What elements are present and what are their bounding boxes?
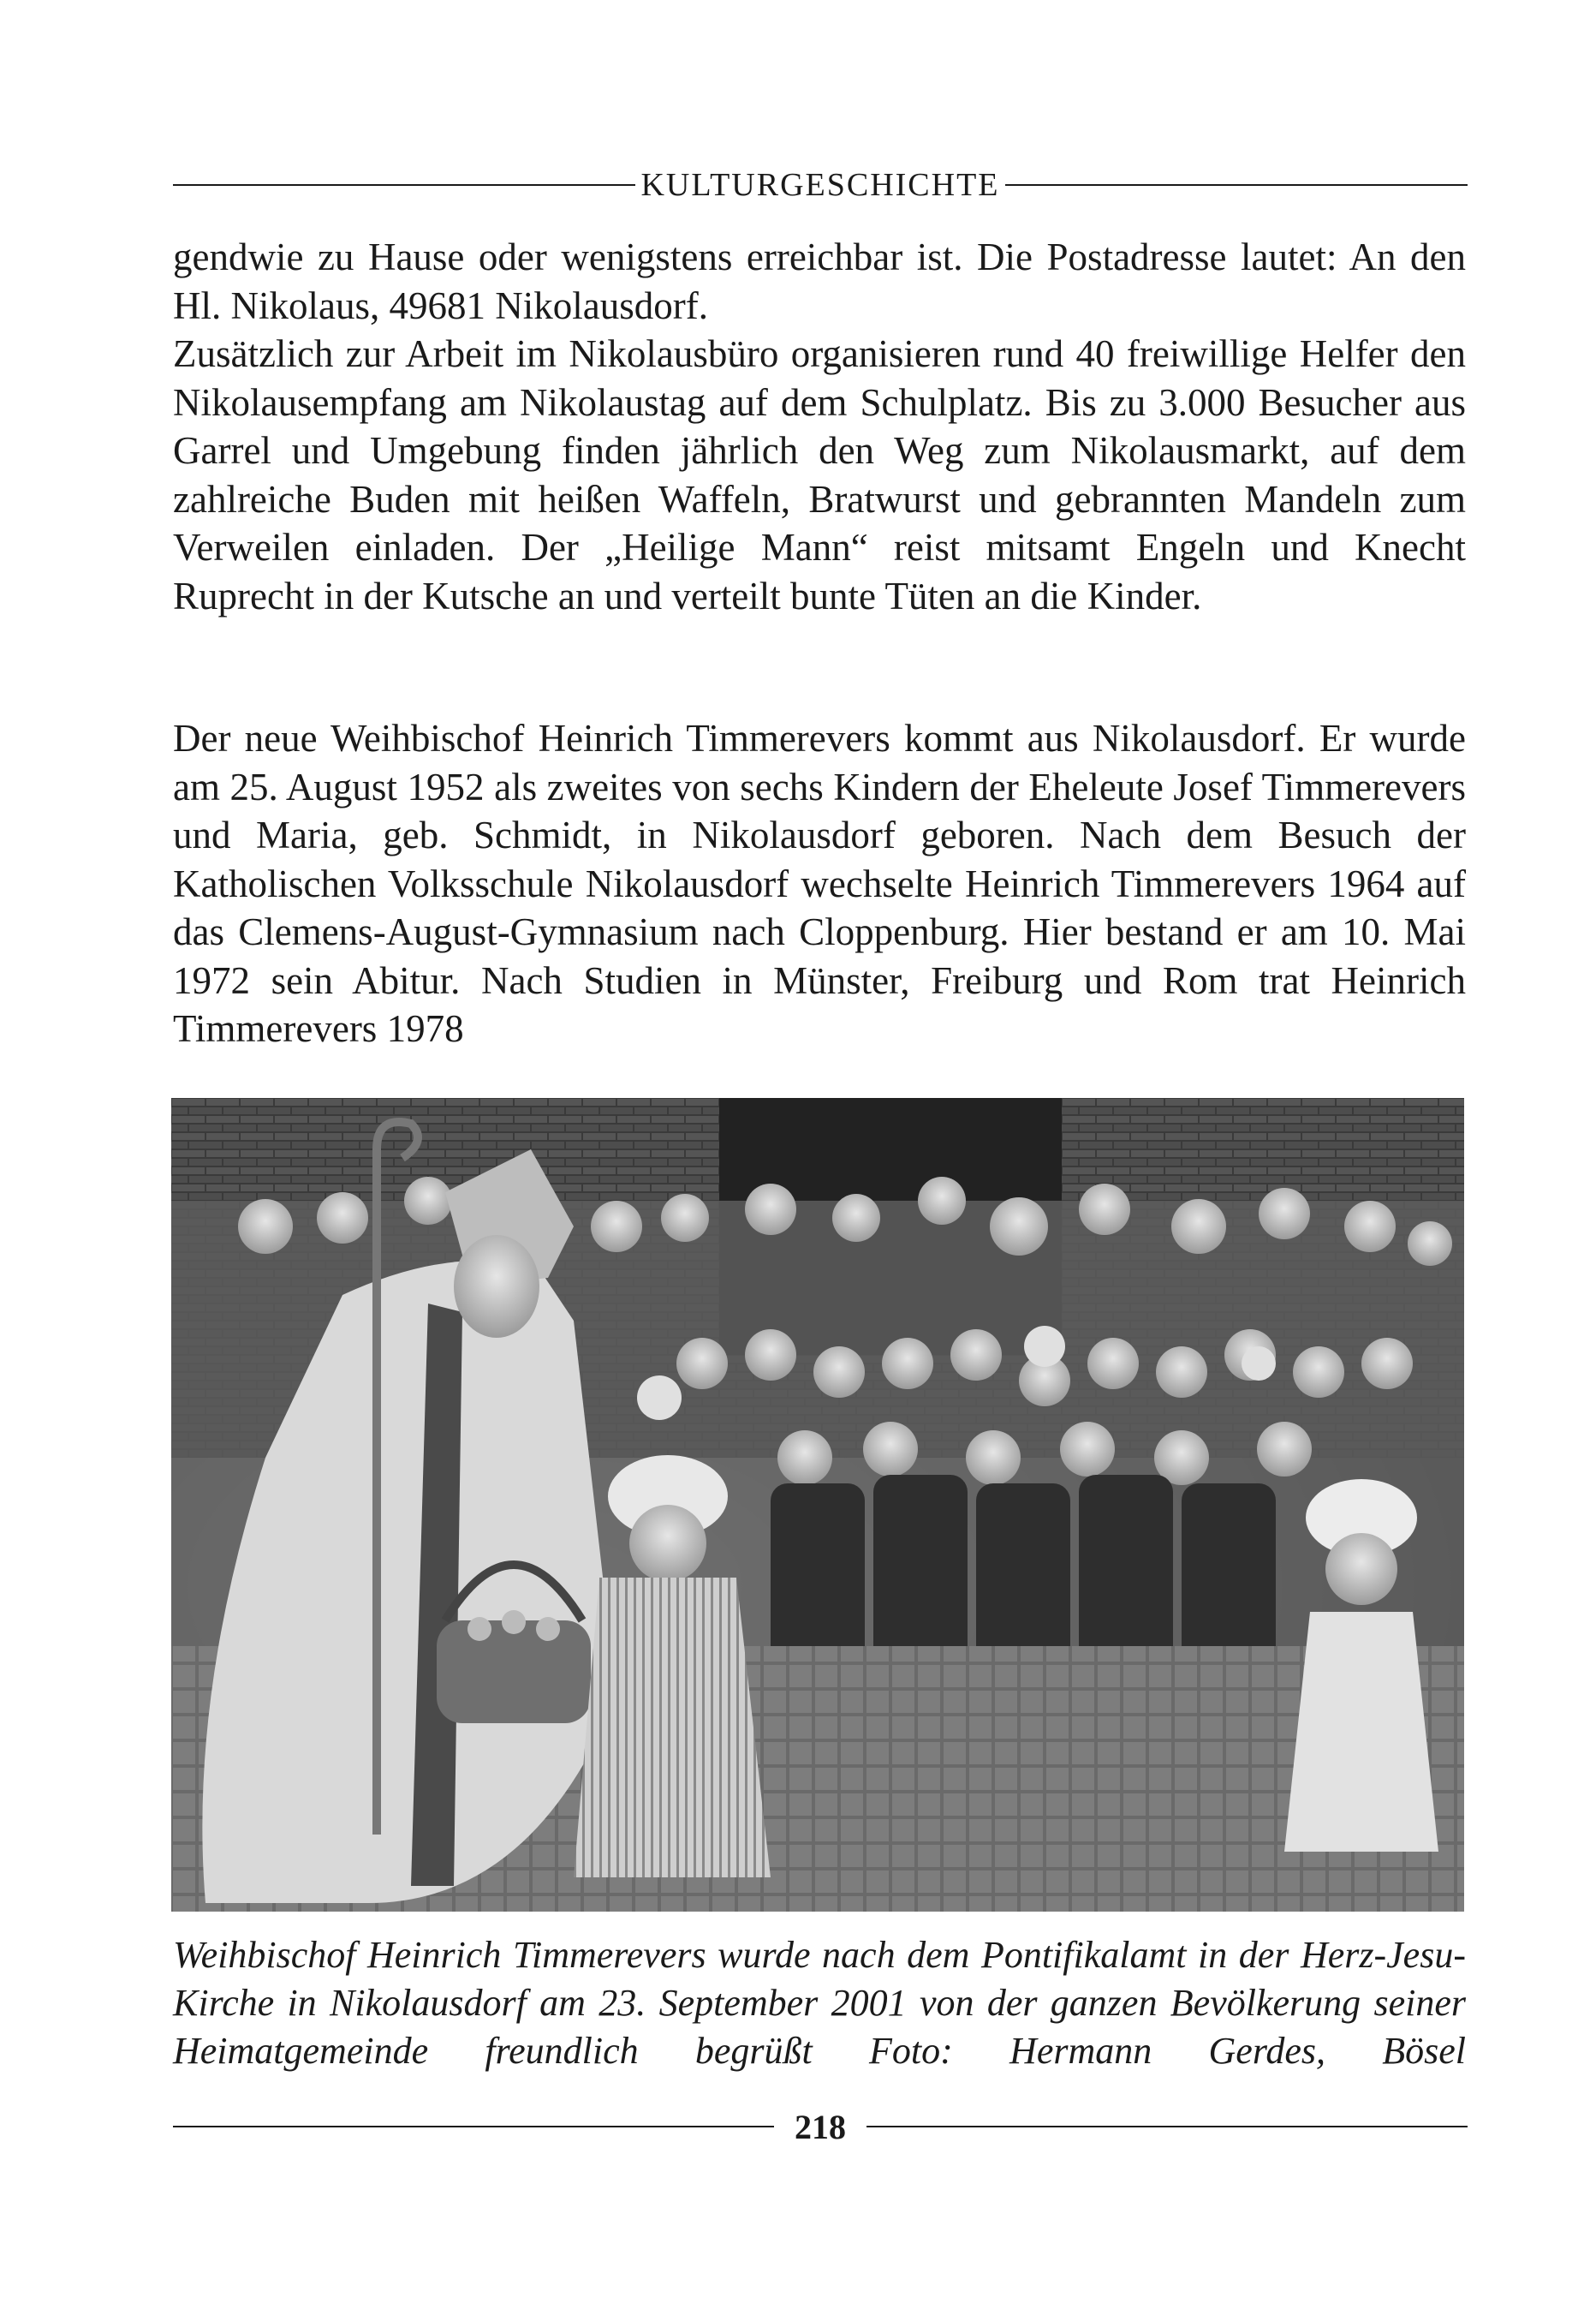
section-title: KULTURGESCHICHTE bbox=[640, 167, 1000, 203]
paragraph-weihbischof: Der neue Weihbischof Heinrich Timmerevers kommt aus Nikolausdorf. Er wurde am 25. August 1952 als zweites von sechs Kindern der Eheleute Josef Timmerevers und Maria, geb. Schmidt, in Nikolausdorf geboren. Nach dem Besuch der Katholischen Volksschule Nikolausdorf wechselte Heinrich Timmerevers 1964 auf das Clemens-August-Gymnasium nach Cloppenburg. Hier bestand er am 10. Mai 1972 sein Abitur. Nach Studien in Münster, Freiburg und Rom trat Heinrich Timmerevers 1978 bbox=[173, 717, 1466, 1050]
text-block-biography bbox=[173, 714, 1466, 1053]
photograph bbox=[171, 1098, 1464, 1912]
header-rule-right bbox=[1005, 184, 1468, 186]
footer-rule-right bbox=[866, 2126, 1468, 2127]
running-header bbox=[173, 163, 1468, 207]
paragraph-continuation: gendwie zu Hause oder wenigstens erreichbar ist. Die Postadresse lautet: An den Hl. Nikolaus, 49681 Nikolausdorf. bbox=[173, 236, 1466, 327]
page-footer bbox=[173, 2105, 1468, 2148]
photo-caption: Weihbischof Heinrich Timmerevers wurde nach dem Pontifikalamt in der Herz-Jesu-Kirche in Nikolausdorf am 23. September 2001 von der ganzen Bevölkerung seiner Heimatgemeinde freundlich begrüßt Foto: Hermann Gerdes, Bösel bbox=[173, 1934, 1466, 2072]
page-number: 218 bbox=[795, 2107, 846, 2146]
text-block-top bbox=[173, 233, 1466, 620]
footer-rule-left bbox=[173, 2126, 774, 2127]
paragraph-nikolausempfang: Zusätzlich zur Arbeit im Nikolausbüro organisieren rund 40 freiwillige Helfer den Nikolausempfang am Nikolaustag auf dem Schulplatz. Bis zu 3.000 Besucher aus Garrel und Umgebung finden jährlich den Weg zum Nikolausmarkt, auf dem zahlreiche Buden mit heißen Waffeln, Bratwurst und gebrannten Mandeln zum Verweilen einladen. Der „Heilige Mann“ reist mitsamt Engeln und Knecht Ruprecht in der Kutsche an und verteilt bunte Tüten an die Kinder. bbox=[173, 332, 1466, 618]
photo-illustration bbox=[171, 1098, 1464, 1912]
header-rule-left bbox=[173, 184, 635, 186]
